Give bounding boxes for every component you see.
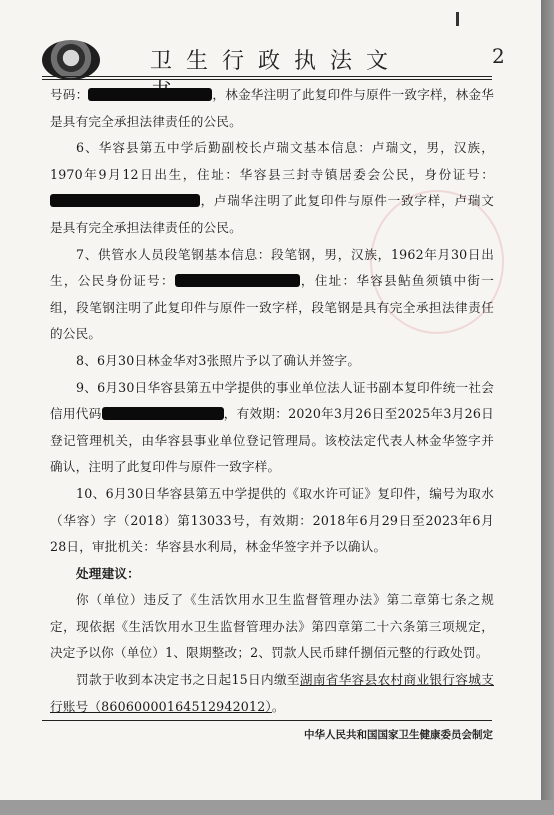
paragraph-decision: 你（单位）违反了《生活饮用水卫生监督管理办法》第二章第七条之规定，现依据《生活饮用水卫生监督管理办法》第四章第二十六条第三项规定，决定予以你（单位）1、限期整改；2、罚款人民币肆仟捌佰元整的行政处罚。 [50,592,494,661]
footer-rule [42,720,492,721]
bank-account-text: 湖南省华容县农村商业银行容城支行账号（86060000164512942012） [50,672,495,714]
para-text: 7、供管水人员段笔钢基本信息：段笔钢，男，汉族，1962年月30日出生，公民身份证号： [50,246,494,289]
paragraph-10: 10、6月30日华容县第五中学提供的《取水许可证》复印件，编号为取水（华容）字（2018）第13033号，有效期：2018年6月29日至2023年6月28日，审批机关：华容县水利局，林金华签字并予以确认。 [50,485,494,555]
page-number: 2 [492,44,505,68]
paragraph-continued [50,82,494,135]
para-text: 号码： [50,87,89,102]
header-rule [42,76,492,77]
para-text: 罚款于收到本决定书之日起15日内缴至 [76,672,300,688]
paragraph-6 [50,135,494,241]
para-text: ，卢瑞华注明了此复印件与原件一致字样，卢瑞文是具有完全承担法律责任的公民。 [50,193,494,235]
section-heading: 处理建议： [76,565,140,581]
document-body [50,82,494,720]
header-rule-thin [42,79,492,80]
redacted-id [175,274,300,287]
para-text: 6、华容县第五中学后勤副校长卢瑞文基本信息：卢瑞文，男，汉族，1970年9月12日出生，住址：华容县三封寺镇居委会公民，身份证号： [50,140,494,182]
paragraph-8: 8、6月30日林金华对3张照片予以了确认并签字。 [76,352,361,368]
document-title: 卫生行政执法文 [150,49,403,74]
redacted-code [102,407,224,420]
health-emblem-logo [42,40,100,80]
redacted-id [50,194,200,207]
edge-mark [456,12,459,26]
scan-background [0,800,554,815]
para-text: 9、6月30日华容县第五中学提供的事业单位法人证书副本复印件统一社会信用代码 [50,379,494,422]
redacted-id [88,88,212,101]
para-text: ，有效期：2020年3月26日至2025年3月26日登记管理机关，由华容县事业单位登记管理局。该校法定代表人林金华签字并确认，注明了此复印件与原件一致字样。 [50,406,494,475]
para-text: 。 [271,698,285,714]
para-text: ，林金华注明了此复印件与原件一致字样，林金华是具有完全承担法律责任的公民。 [50,87,494,129]
paragraph-9 [50,375,494,481]
para-text: ，住址：华容县鲇鱼须镇中街一组，段笔钢注明了此复印件与原件一致字样，段笔钢是具有完全承担法律责任的公民。 [50,273,494,342]
footer-issuer: 中华人民共和国国家卫生健康委员会制定 [304,729,493,741]
paragraph-payment [50,667,494,720]
paragraph-7 [50,242,494,348]
page-edge-shadow [541,0,554,815]
